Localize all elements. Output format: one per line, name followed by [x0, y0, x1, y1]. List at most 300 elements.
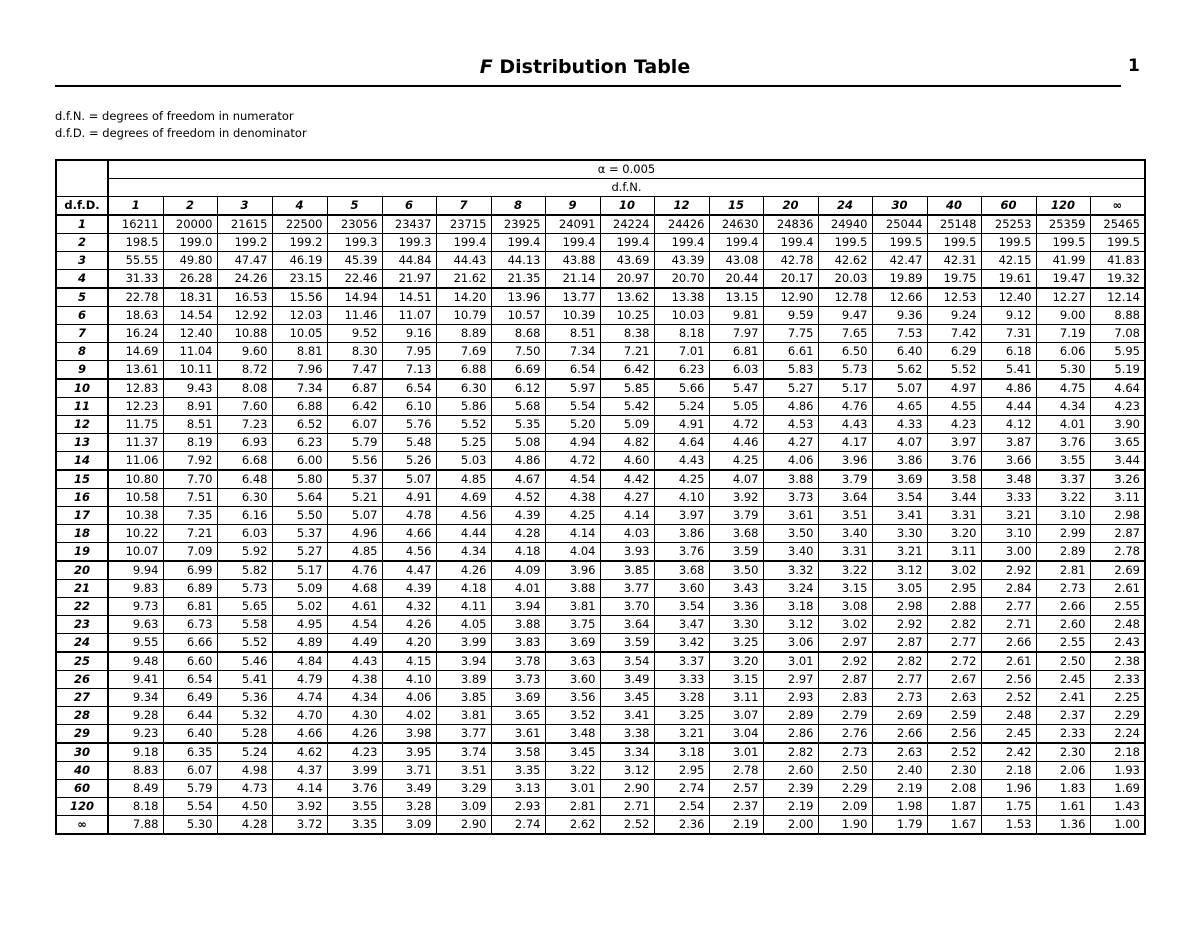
table-cell: 12.40 — [163, 325, 217, 343]
table-cell: 2.95 — [927, 580, 981, 598]
table-cell: 5.17 — [818, 379, 872, 398]
table-cell: 4.78 — [382, 507, 436, 525]
table-cell: 4.54 — [327, 616, 382, 634]
table-cell: 11.75 — [108, 416, 163, 434]
table-cell: 2.36 — [654, 816, 709, 835]
table-cell: 3.71 — [382, 762, 436, 780]
table-row — [56, 652, 1145, 671]
table-cell: 3.31 — [818, 543, 872, 562]
table-cell: 14.54 — [163, 307, 217, 325]
table-cell: 4.39 — [382, 580, 436, 598]
table-cell: 3.02 — [927, 561, 981, 580]
table-cell: 20.97 — [600, 270, 654, 289]
table-cell: 2.55 — [1090, 598, 1145, 616]
table-row — [56, 561, 1145, 580]
table-cell: 3.30 — [709, 616, 763, 634]
table-cell: 6.93 — [217, 434, 272, 452]
table-cell: 4.01 — [1036, 416, 1090, 434]
table-cell: 9.63 — [108, 616, 163, 634]
row-header-dfd: 13 — [56, 434, 108, 452]
title-variable: F — [479, 56, 493, 78]
table-cell: 3.74 — [436, 743, 491, 762]
table-cell: 2.45 — [1036, 671, 1090, 689]
table-cell: 5.79 — [163, 780, 217, 798]
table-cell: 2.82 — [872, 652, 927, 671]
table-cell: 4.09 — [491, 561, 545, 580]
table-cell: 3.51 — [818, 507, 872, 525]
table-cell: 199.5 — [981, 234, 1036, 252]
table-cell: 21615 — [217, 215, 272, 234]
table-cell: 6.54 — [163, 671, 217, 689]
table-cell: 3.20 — [927, 525, 981, 543]
table-cell: 2.82 — [927, 616, 981, 634]
table-cell: 12.90 — [763, 288, 818, 307]
table-cell: 3.85 — [436, 689, 491, 707]
table-cell: 4.26 — [436, 561, 491, 580]
table-cell: 2.73 — [1036, 580, 1090, 598]
column-header: 10 — [600, 197, 654, 216]
table-cell: 3.22 — [818, 561, 872, 580]
table-cell: 199.3 — [327, 234, 382, 252]
table-cell: 1.98 — [872, 798, 927, 816]
table-cell: 4.07 — [709, 470, 763, 489]
table-cell: 3.10 — [1036, 507, 1090, 525]
table-cell: 5.47 — [709, 379, 763, 398]
table-cell: 3.73 — [763, 489, 818, 507]
table-cell: 4.61 — [327, 598, 382, 616]
table-cell: 4.74 — [272, 689, 327, 707]
table-cell: 199.4 — [436, 234, 491, 252]
table-cell: 2.66 — [1036, 598, 1090, 616]
table-cell: 3.18 — [763, 598, 818, 616]
table-cell: 199.5 — [1036, 234, 1090, 252]
table-cell: 24091 — [545, 215, 600, 234]
table-cell: 5.08 — [491, 434, 545, 452]
table-cell: 199.2 — [217, 234, 272, 252]
table-cell: 21.14 — [545, 270, 600, 289]
table-cell: 2.95 — [654, 762, 709, 780]
table-cell: 2.81 — [545, 798, 600, 816]
table-cell: 10.38 — [108, 507, 163, 525]
table-cell: 4.95 — [272, 616, 327, 634]
table-cell: 4.11 — [436, 598, 491, 616]
table-cell: 1.96 — [981, 780, 1036, 798]
table-cell: 5.42 — [600, 398, 654, 416]
table-cell: 4.39 — [491, 507, 545, 525]
table-cell: 3.01 — [709, 743, 763, 762]
table-cell: 11.06 — [108, 452, 163, 471]
table-cell: 9.60 — [217, 343, 272, 361]
table-cell: 10.05 — [272, 325, 327, 343]
table-cell: 4.64 — [1090, 379, 1145, 398]
note-dfd: d.f.D. = degrees of freedom in denominator — [55, 126, 307, 140]
table-cell: 3.99 — [327, 762, 382, 780]
table-cell: 3.04 — [709, 725, 763, 744]
row-header-dfd: 16 — [56, 489, 108, 507]
table-cell: 16.53 — [217, 288, 272, 307]
table-cell: 8.81 — [272, 343, 327, 361]
table-cell: 3.59 — [600, 634, 654, 653]
table-cell: 5.62 — [872, 361, 927, 380]
table-cell: 9.00 — [1036, 307, 1090, 325]
table-cell: 41.83 — [1090, 252, 1145, 270]
table-cell: 3.55 — [1036, 452, 1090, 471]
row-header-dfd: 12 — [56, 416, 108, 434]
table-cell: 4.42 — [600, 470, 654, 489]
table-cell: 1.87 — [927, 798, 981, 816]
table-cell: 3.89 — [436, 671, 491, 689]
table-cell: 10.39 — [545, 307, 600, 325]
row-header-dfd: ∞ — [56, 816, 108, 835]
table-cell: 7.65 — [818, 325, 872, 343]
table-cell: 5.26 — [382, 452, 436, 471]
table-cell: 4.14 — [545, 525, 600, 543]
column-header: 1 — [108, 197, 163, 216]
table-cell: 14.51 — [382, 288, 436, 307]
table-cell: 4.30 — [327, 707, 382, 725]
table-cell: 3.05 — [872, 580, 927, 598]
table-cell: 6.10 — [382, 398, 436, 416]
table-cell: 5.65 — [217, 598, 272, 616]
table-cell: 2.48 — [981, 707, 1036, 725]
dfn-header-row — [56, 179, 1145, 197]
table-cell: 7.75 — [763, 325, 818, 343]
table-cell: 3.96 — [818, 452, 872, 471]
table-cell: 5.24 — [217, 743, 272, 762]
table-cell: 2.77 — [927, 634, 981, 653]
table-cell: 11.37 — [108, 434, 163, 452]
table-cell: 4.34 — [436, 543, 491, 562]
column-header: 24 — [818, 197, 872, 216]
table-cell: 2.45 — [981, 725, 1036, 744]
table-cell: 2.78 — [709, 762, 763, 780]
table-cell: 3.92 — [272, 798, 327, 816]
table-cell: 2.93 — [491, 798, 545, 816]
row-header-dfd: 21 — [56, 580, 108, 598]
table-cell: 2.41 — [1036, 689, 1090, 707]
table-cell: 4.05 — [436, 616, 491, 634]
table-cell: 23437 — [382, 215, 436, 234]
table-cell: 4.14 — [272, 780, 327, 798]
table-cell: 199.4 — [654, 234, 709, 252]
table-cell: 3.07 — [709, 707, 763, 725]
table-row — [56, 398, 1145, 416]
table-cell: 3.94 — [491, 598, 545, 616]
table-cell: 4.56 — [382, 543, 436, 562]
table-row — [56, 325, 1145, 343]
table-cell: 2.56 — [927, 725, 981, 744]
table-cell: 1.93 — [1090, 762, 1145, 780]
table-cell: 7.47 — [327, 361, 382, 380]
table-cell: 4.86 — [763, 398, 818, 416]
table-cell: 4.72 — [709, 416, 763, 434]
table-cell: 43.39 — [654, 252, 709, 270]
table-cell: 3.30 — [872, 525, 927, 543]
table-cell: 3.83 — [491, 634, 545, 653]
table-row — [56, 379, 1145, 398]
table-cell: 2.93 — [763, 689, 818, 707]
column-header: 40 — [927, 197, 981, 216]
table-cell: 13.96 — [491, 288, 545, 307]
row-header-dfd: 24 — [56, 634, 108, 653]
table-cell: 4.23 — [927, 416, 981, 434]
table-cell: 55.55 — [108, 252, 163, 270]
table-row — [56, 215, 1145, 234]
table-cell: 1.67 — [927, 816, 981, 835]
table-row — [56, 416, 1145, 434]
row-header-dfd: 5 — [56, 288, 108, 307]
table-cell: 43.88 — [545, 252, 600, 270]
table-row — [56, 780, 1145, 798]
table-cell: 5.20 — [545, 416, 600, 434]
table-cell: 24426 — [654, 215, 709, 234]
table-cell: 10.80 — [108, 470, 163, 489]
table-cell: 6.54 — [545, 361, 600, 380]
table-cell: 4.91 — [654, 416, 709, 434]
column-header: 7 — [436, 197, 491, 216]
table-cell: 7.92 — [163, 452, 217, 471]
table-cell: 19.89 — [872, 270, 927, 289]
table-cell: 2.81 — [1036, 561, 1090, 580]
table-cell: 4.07 — [872, 434, 927, 452]
table-cell: 14.69 — [108, 343, 163, 361]
table-cell: 3.21 — [654, 725, 709, 744]
table-cell: 6.30 — [217, 489, 272, 507]
table-cell: 3.79 — [709, 507, 763, 525]
table-cell: 9.48 — [108, 652, 163, 671]
row-header-dfd: 120 — [56, 798, 108, 816]
table-cell: 5.32 — [217, 707, 272, 725]
table-cell: 2.83 — [818, 689, 872, 707]
table-cell: 8.72 — [217, 361, 272, 380]
table-cell: 9.12 — [981, 307, 1036, 325]
table-cell: 1.69 — [1090, 780, 1145, 798]
table-cell: 5.52 — [436, 416, 491, 434]
row-header-dfd: 2 — [56, 234, 108, 252]
table-cell: 8.91 — [163, 398, 217, 416]
table-cell: 8.18 — [108, 798, 163, 816]
table-cell: 24224 — [600, 215, 654, 234]
table-cell: 42.15 — [981, 252, 1036, 270]
table-cell: 3.94 — [436, 652, 491, 671]
table-cell: 3.81 — [545, 598, 600, 616]
table-cell: 19.47 — [1036, 270, 1090, 289]
table-cell: 7.21 — [600, 343, 654, 361]
table-cell: 9.94 — [108, 561, 163, 580]
table-cell: 6.18 — [981, 343, 1036, 361]
table-cell: 12.53 — [927, 288, 981, 307]
table-cell: 10.58 — [108, 489, 163, 507]
table-row — [56, 816, 1145, 835]
table-cell: 3.35 — [491, 762, 545, 780]
table-cell: 3.33 — [981, 489, 1036, 507]
column-header: 15 — [709, 197, 763, 216]
table-cell: 3.90 — [1090, 416, 1145, 434]
table-cell: 5.86 — [436, 398, 491, 416]
table-cell: 42.62 — [818, 252, 872, 270]
table-cell: 5.46 — [217, 652, 272, 671]
table-cell: 3.65 — [491, 707, 545, 725]
table-cell: 2.77 — [872, 671, 927, 689]
table-cell: 4.15 — [382, 652, 436, 671]
table-cell: 3.50 — [763, 525, 818, 543]
table-cell: 5.50 — [272, 507, 327, 525]
table-cell: 199.2 — [272, 234, 327, 252]
page-number: 1 — [1128, 56, 1140, 76]
table-cell: 2.59 — [927, 707, 981, 725]
table-cell: 199.5 — [872, 234, 927, 252]
table-cell: 6.03 — [709, 361, 763, 380]
row-header-dfd: 20 — [56, 561, 108, 580]
table-cell: 2.63 — [927, 689, 981, 707]
table-cell: 3.06 — [763, 634, 818, 653]
table-cell: 3.18 — [654, 743, 709, 762]
table-cell: 3.33 — [654, 671, 709, 689]
table-cell: 18.63 — [108, 307, 163, 325]
table-cell: 4.02 — [382, 707, 436, 725]
table-cell: 7.97 — [709, 325, 763, 343]
table-cell: 4.50 — [217, 798, 272, 816]
table-cell: 3.10 — [981, 525, 1036, 543]
row-header-dfd: 9 — [56, 361, 108, 380]
table-cell: 3.86 — [872, 452, 927, 471]
table-cell: 3.64 — [818, 489, 872, 507]
table-cell: 2.18 — [1090, 743, 1145, 762]
table-cell: 9.47 — [818, 307, 872, 325]
table-cell: 21.35 — [491, 270, 545, 289]
table-cell: 1.83 — [1036, 780, 1090, 798]
table-cell: 25044 — [872, 215, 927, 234]
table-cell: 3.63 — [545, 652, 600, 671]
table-row — [56, 489, 1145, 507]
table-cell: 2.67 — [927, 671, 981, 689]
table-cell: 31.33 — [108, 270, 163, 289]
note-dfn: d.f.N. = degrees of freedom in numerator — [55, 109, 294, 123]
table-cell: 4.62 — [272, 743, 327, 762]
table-cell: 3.64 — [600, 616, 654, 634]
table-cell: 42.47 — [872, 252, 927, 270]
table-cell: 10.88 — [217, 325, 272, 343]
table-cell: 1.90 — [818, 816, 872, 835]
table-cell: 3.52 — [545, 707, 600, 725]
table-cell: 6.81 — [163, 598, 217, 616]
table-cell: 3.54 — [872, 489, 927, 507]
table-cell: 2.87 — [872, 634, 927, 653]
table-cell: 5.36 — [217, 689, 272, 707]
table-cell: 2.99 — [1036, 525, 1090, 543]
table-cell: 4.47 — [382, 561, 436, 580]
table-cell: 2.38 — [1090, 652, 1145, 671]
table-cell: 3.54 — [654, 598, 709, 616]
table-cell: 4.10 — [382, 671, 436, 689]
table-cell: 3.68 — [709, 525, 763, 543]
table-cell: 2.76 — [818, 725, 872, 744]
table-cell: 2.30 — [1036, 743, 1090, 762]
table-cell: 3.02 — [818, 616, 872, 634]
table-cell: 10.11 — [163, 361, 217, 380]
table-cell: 6.68 — [217, 452, 272, 471]
table-cell: 3.11 — [1090, 489, 1145, 507]
table-row — [56, 507, 1145, 525]
table-cell: 3.32 — [763, 561, 818, 580]
table-cell: 6.12 — [491, 379, 545, 398]
table-cell: 5.41 — [981, 361, 1036, 380]
table-cell: 4.56 — [436, 507, 491, 525]
table-cell: 23925 — [491, 215, 545, 234]
table-cell: 3.25 — [709, 634, 763, 653]
column-header: 30 — [872, 197, 927, 216]
table-cell: 5.28 — [217, 725, 272, 744]
table-cell: 2.84 — [981, 580, 1036, 598]
alpha-label: α = 0.005 — [108, 160, 1145, 179]
table-cell: 8.51 — [163, 416, 217, 434]
table-cell: 199.4 — [763, 234, 818, 252]
table-cell: 3.97 — [654, 507, 709, 525]
table-cell: 21.97 — [382, 270, 436, 289]
table-cell: 1.00 — [1090, 816, 1145, 835]
table-cell: 16.24 — [108, 325, 163, 343]
table-cell: 8.38 — [600, 325, 654, 343]
title-text: Distribution Table — [492, 56, 691, 78]
table-cell: 7.08 — [1090, 325, 1145, 343]
table-cell: 21.62 — [436, 270, 491, 289]
table-cell: 3.28 — [654, 689, 709, 707]
table-cell: 2.19 — [763, 798, 818, 816]
table-cell: 7.23 — [217, 416, 272, 434]
table-cell: 6.30 — [436, 379, 491, 398]
table-cell: 2.56 — [981, 671, 1036, 689]
table-cell: 4.43 — [654, 452, 709, 471]
dfn-label: d.f.N. — [108, 179, 1145, 197]
table-cell: 2.71 — [600, 798, 654, 816]
table-cell: 4.44 — [981, 398, 1036, 416]
table-cell: 43.08 — [709, 252, 763, 270]
table-cell: 6.89 — [163, 580, 217, 598]
table-cell: 4.17 — [818, 434, 872, 452]
table-cell: 10.25 — [600, 307, 654, 325]
table-cell: 3.25 — [654, 707, 709, 725]
table-cell: 3.12 — [872, 561, 927, 580]
table-cell: 4.68 — [327, 580, 382, 598]
table-cell: 9.52 — [327, 325, 382, 343]
table-cell: 3.37 — [1036, 470, 1090, 489]
table-cell: 5.05 — [709, 398, 763, 416]
table-cell: 4.23 — [327, 743, 382, 762]
table-cell: 46.19 — [272, 252, 327, 270]
table-cell: 9.81 — [709, 307, 763, 325]
table-cell: 2.71 — [981, 616, 1036, 634]
table-cell: 5.24 — [654, 398, 709, 416]
table-cell: 3.29 — [436, 780, 491, 798]
table-cell: 3.76 — [1036, 434, 1090, 452]
table-cell: 42.31 — [927, 252, 981, 270]
table-cell: 10.07 — [108, 543, 163, 562]
table-cell: 3.09 — [382, 816, 436, 835]
table-cell: 3.76 — [654, 543, 709, 562]
table-cell: 6.61 — [763, 343, 818, 361]
dfd-label: d.f.D. — [56, 197, 108, 216]
table-cell: 3.93 — [600, 543, 654, 562]
table-cell: 6.87 — [327, 379, 382, 398]
table-cell: 2.92 — [872, 616, 927, 634]
row-header-dfd: 26 — [56, 671, 108, 689]
table-cell: 2.73 — [818, 743, 872, 762]
table-cell: 3.40 — [763, 543, 818, 562]
table-cell: 5.30 — [1036, 361, 1090, 380]
table-cell: 3.59 — [709, 543, 763, 562]
table-cell: 199.5 — [1090, 234, 1145, 252]
table-cell: 2.92 — [981, 561, 1036, 580]
